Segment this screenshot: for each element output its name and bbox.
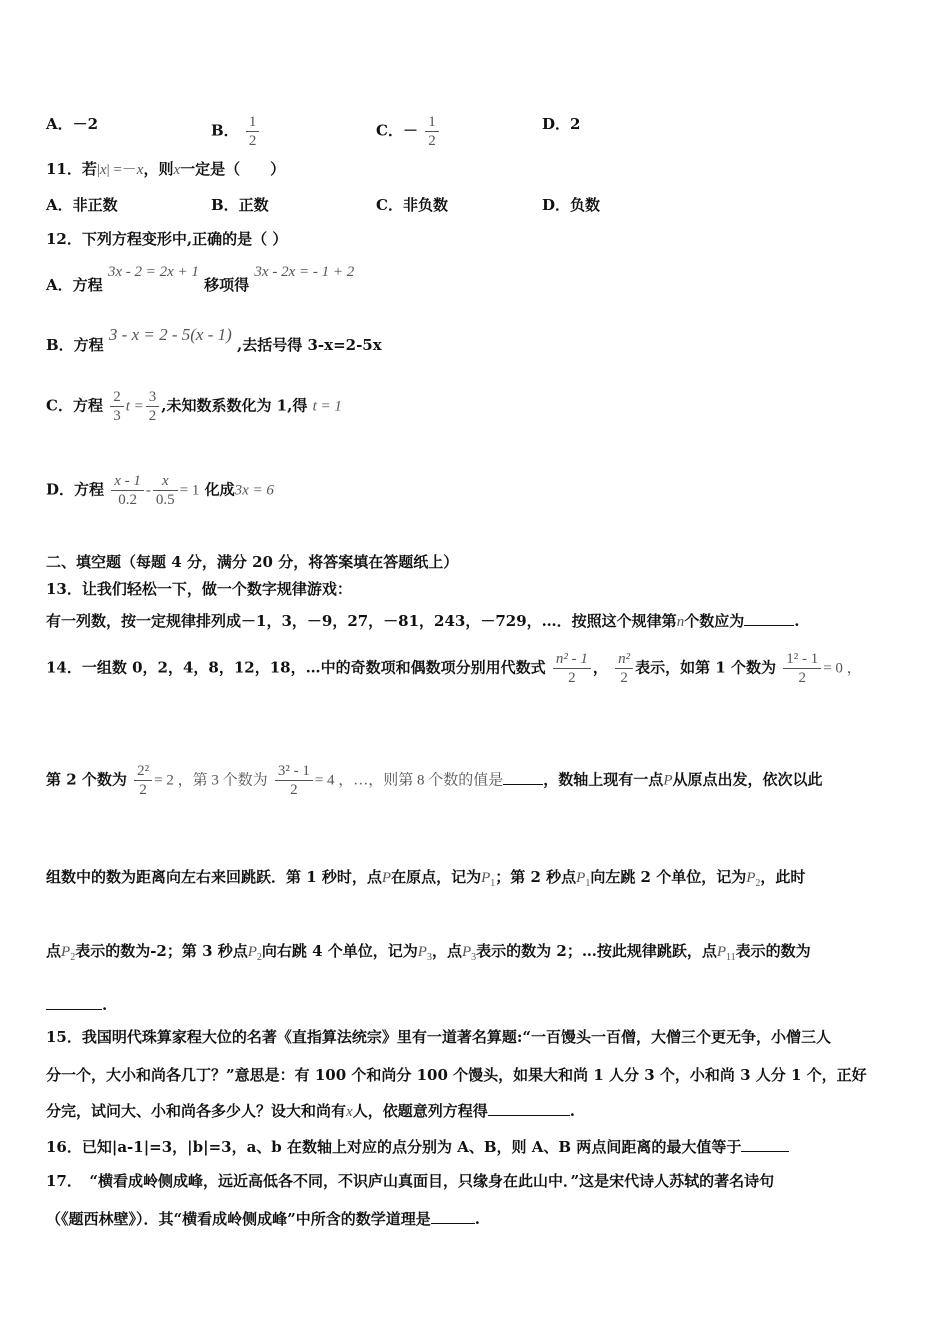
answer-blank[interactable] [431, 1209, 475, 1224]
q17-line2: （《题西林壁》）．其“横看成岭侧成峰”中所含的数学道理是 . [46, 1210, 480, 1228]
q14-answer: . [46, 994, 107, 1016]
q11-option-d: D．负数 [542, 196, 601, 214]
section-heading: 二、填空题（每题 4 分，满分 20 分，将答案填在答题纸上） [46, 553, 459, 571]
q13-line: 有一列数，按一定规律排列成－1，3，－9，27，－81，243，－729，…．按照这个规律第n个数应为 . [46, 612, 800, 630]
q17-line1: 17． “横看成岭侧成峰，远近高低各不同，不识庐山真面目，只缘身在此山中．”这是宋代诗人苏轼的著名诗句 [46, 1172, 775, 1190]
answer-blank[interactable] [744, 611, 794, 626]
q15-line2: 分一个，大小和尚各几丁？”意思是：有 100 个和尚分 100 个馒头，如果大和尚 1 人分 3 个，小和尚 3 人分 1 个，正好 [46, 1066, 867, 1084]
q13-stem: 13．让我们轻松一下，做一个数字规律游戏： [46, 580, 352, 598]
q14-line3: 组数中的数为距离向左右来回跳跃．第 1 秒时，点P在原点，记为$P_1$；第 2 秒点$P_1$向左跳 2 个单位，记为$P_2$，此时 [46, 868, 806, 889]
q12-stem: 12．下列方程变形中,正确的是（ ） [46, 230, 288, 248]
option-d: D．2 [542, 115, 581, 133]
answer-blank[interactable] [503, 770, 543, 785]
q11-stem: 11．若|x| =－x，则x一定是（ ） [46, 160, 286, 178]
q12-option-b: B．方程 3 - x = 2 - 5(x - 1) ,去括号得 3-x=2-5x [46, 325, 382, 354]
option-a: A．－2 [46, 115, 99, 133]
q12-option-d: D．方程 $\frac{x - 1}{0.2}$ - $\frac{x}{0.5}$ = 1 化成3x = 6 [46, 473, 274, 508]
q11-option-c: C．非负数 [376, 196, 448, 214]
answer-blank[interactable] [488, 1101, 570, 1116]
answer-blank[interactable] [46, 995, 102, 1010]
q15-line1: 15．我国明代珠算家程大位的名著《直指算法统宗》里有一道著名算题:“一百馒头一百僧，大僧三个更无争，小僧三人 [46, 1028, 832, 1046]
q14-line1: 14．一组数 0，2，4，8，12，18，…中的奇数项和偶数项分别用代数式 $\frac{\text{n² - 1}}{2}$ ， $\frac{\text{n²}}{2}$ 表示，如第 1 个数为 $\frac{\text{1² - 1}}{2}$ = 0 ， [46, 651, 862, 686]
q12-option-c: C．方程 $\frac{2}{3}$ t = $\frac{3}{2}$ ,未知数系数化为 1,得 t = 1 [46, 389, 342, 424]
q11-option-b: B．正数 [211, 196, 269, 214]
q11-option-a: A．非正数 [46, 196, 118, 214]
q12-option-a: A．方程 3x - 2 = 2x + 1 移项得 3x - 2x = - 1 + 2 [46, 264, 355, 294]
q16: 16．已知|a-1|=3，|b|=3，a、b 在数轴上对应的点分别为 A、B，则 A、B 两点间距离的最大值等于 [46, 1136, 789, 1158]
q14-line4: 点$P_2$表示的数为-2；第 3 秒点$P_2$向右跳 4 个单位，记为$P_3$，点$P_3$表示的数为 2；…按此规律跳跃，点$P_{11}$表示的数为 [46, 942, 811, 963]
option-b: B． $\frac{1}{2}$ [211, 113, 261, 150]
q14-line2: 第 2 个数为 $\frac{\text{2²}}{2}$ = 2 ，第 3 个数为 $\frac{\text{3² - 1}}{2}$ = 4 ，…，则第 8 个数的值是 ，数轴上现有一点P从原点出发，依次以此 [46, 763, 823, 798]
answer-blank[interactable] [741, 1137, 789, 1152]
q15-line3: 分完，试问大、小和尚各多少人？设大和尚有x人，依题意列方程得 . [46, 1102, 575, 1120]
option-c: C．－ $\frac{1}{2}$ [376, 113, 441, 150]
